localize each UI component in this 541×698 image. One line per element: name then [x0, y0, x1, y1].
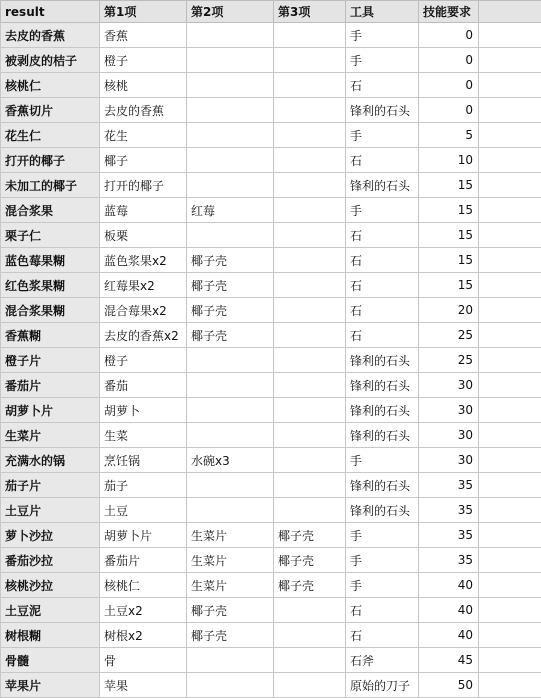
cell-tool[interactable]: 石 — [346, 73, 419, 98]
cell-item2[interactable]: 椰子壳 — [187, 298, 274, 323]
table-row — [1, 673, 541, 698]
cell-result[interactable]: 打开的椰子 — [1, 148, 100, 173]
cell-empty[interactable] — [479, 498, 541, 523]
cell-item2[interactable] — [187, 223, 274, 248]
cell-empty[interactable] — [479, 598, 541, 623]
cell-empty[interactable] — [479, 348, 541, 373]
table-row — [1, 523, 541, 548]
header-item1[interactable]: 第1项 — [100, 1, 187, 23]
cell-item1[interactable]: 番茄 — [100, 373, 187, 398]
cell-item2[interactable]: 椰子壳 — [187, 273, 274, 298]
cell-result[interactable]: 生菜片 — [1, 423, 100, 448]
cell-item2[interactable]: 椰子壳 — [187, 623, 274, 648]
cell-tool[interactable]: 锋利的石头 — [346, 473, 419, 498]
cell-skill[interactable]: 15 — [419, 273, 479, 298]
table-row — [1, 148, 541, 173]
cell-skill[interactable]: 35 — [419, 523, 479, 548]
cell-result[interactable]: 栗子仁 — [1, 223, 100, 248]
cell-skill[interactable]: 35 — [419, 498, 479, 523]
cell-item1[interactable]: 打开的椰子 — [100, 173, 187, 198]
cell-item1[interactable]: 土豆x2 — [100, 598, 187, 623]
cell-item3[interactable] — [274, 198, 346, 223]
cell-item3[interactable] — [274, 23, 346, 48]
cell-skill[interactable]: 45 — [419, 648, 479, 673]
cell-tool[interactable]: 手 — [346, 448, 419, 473]
cell-item1[interactable]: 去皮的香蕉x2 — [100, 323, 187, 348]
cell-item2[interactable] — [187, 73, 274, 98]
cell-item1[interactable]: 椰子 — [100, 148, 187, 173]
header-row — [1, 1, 541, 23]
cell-empty[interactable] — [479, 523, 541, 548]
table-row — [1, 448, 541, 473]
table-row — [1, 648, 541, 673]
cell-result[interactable]: 被剥皮的桔子 — [1, 48, 100, 73]
cell-item2[interactable] — [187, 123, 274, 148]
cell-item3[interactable] — [274, 623, 346, 648]
header-tool[interactable]: 工具 — [346, 1, 419, 23]
cell-tool[interactable]: 石斧 — [346, 648, 419, 673]
cell-skill[interactable]: 20 — [419, 298, 479, 323]
cell-result[interactable]: 红色浆果糊 — [1, 273, 100, 298]
cell-item3[interactable] — [274, 423, 346, 448]
cell-item3[interactable] — [274, 673, 346, 698]
cell-tool[interactable]: 锋利的石头 — [346, 423, 419, 448]
cell-item3[interactable] — [274, 123, 346, 148]
cell-tool[interactable]: 锋利的石头 — [346, 348, 419, 373]
table-row — [1, 323, 541, 348]
cell-item3[interactable] — [274, 48, 346, 73]
cell-empty[interactable] — [479, 648, 541, 673]
cell-item3[interactable] — [274, 148, 346, 173]
cell-item1[interactable]: 茄子 — [100, 473, 187, 498]
cell-tool[interactable]: 石 — [346, 298, 419, 323]
cell-result[interactable]: 核桃仁 — [1, 73, 100, 98]
cell-item3[interactable]: 椰子壳 — [274, 523, 346, 548]
cell-item3[interactable] — [274, 448, 346, 473]
cell-result[interactable]: 香蕉糊 — [1, 323, 100, 348]
cell-result[interactable]: 骨髓 — [1, 648, 100, 673]
cell-item3[interactable] — [274, 648, 346, 673]
cell-result[interactable]: 土豆片 — [1, 498, 100, 523]
cell-skill[interactable]: 0 — [419, 73, 479, 98]
cell-tool[interactable]: 石 — [346, 148, 419, 173]
table-row — [1, 173, 541, 198]
cell-result[interactable]: 充满水的锅 — [1, 448, 100, 473]
cell-tool[interactable]: 原始的刀子 — [346, 673, 419, 698]
header-result[interactable]: result — [1, 1, 100, 23]
cell-item2[interactable] — [187, 498, 274, 523]
cell-tool[interactable]: 手 — [346, 23, 419, 48]
cell-item3[interactable] — [274, 248, 346, 273]
cell-skill[interactable]: 0 — [419, 48, 479, 73]
table-row — [1, 498, 541, 523]
cell-item1[interactable]: 香蕉 — [100, 23, 187, 48]
cell-item1[interactable]: 烹饪锅 — [100, 448, 187, 473]
cell-item1[interactable]: 蓝莓 — [100, 198, 187, 223]
cell-empty[interactable] — [479, 123, 541, 148]
cell-result[interactable]: 苹果片 — [1, 673, 100, 698]
cell-skill[interactable]: 15 — [419, 198, 479, 223]
cell-item1[interactable]: 苹果 — [100, 673, 187, 698]
cell-item1[interactable]: 土豆 — [100, 498, 187, 523]
cell-tool[interactable]: 石 — [346, 223, 419, 248]
cell-skill[interactable]: 25 — [419, 348, 479, 373]
cell-item2[interactable]: 生菜片 — [187, 573, 274, 598]
cell-item3[interactable] — [274, 323, 346, 348]
cell-empty[interactable] — [479, 448, 541, 473]
cell-item2[interactable]: 生菜片 — [187, 548, 274, 573]
cell-item2[interactable] — [187, 48, 274, 73]
cell-tool[interactable]: 手 — [346, 198, 419, 223]
cell-result[interactable]: 胡萝卜片 — [1, 398, 100, 423]
cell-tool[interactable]: 手 — [346, 548, 419, 573]
cell-item2[interactable] — [187, 348, 274, 373]
cell-empty[interactable] — [479, 623, 541, 648]
header-item2[interactable]: 第2项 — [187, 1, 274, 23]
cell-result[interactable]: 蓝色莓果糊 — [1, 248, 100, 273]
cell-item1[interactable]: 橙子 — [100, 348, 187, 373]
table-row — [1, 473, 541, 498]
cell-empty[interactable] — [479, 73, 541, 98]
cell-item3[interactable] — [274, 348, 346, 373]
cell-item2[interactable] — [187, 98, 274, 123]
table-row — [1, 223, 541, 248]
cell-tool[interactable]: 锋利的石头 — [346, 173, 419, 198]
cell-empty[interactable] — [479, 673, 541, 698]
cell-item3[interactable] — [274, 473, 346, 498]
cell-item3[interactable] — [274, 298, 346, 323]
cell-item3[interactable] — [274, 273, 346, 298]
cell-empty[interactable] — [479, 473, 541, 498]
cell-item3[interactable] — [274, 223, 346, 248]
cell-tool[interactable]: 石 — [346, 623, 419, 648]
header-skill[interactable]: 技能要求 — [419, 1, 479, 23]
table-row — [1, 573, 541, 598]
cell-result[interactable]: 核桃沙拉 — [1, 573, 100, 598]
cell-item1[interactable]: 板栗 — [100, 223, 187, 248]
table-row — [1, 98, 541, 123]
cell-item3[interactable] — [274, 498, 346, 523]
cell-empty[interactable] — [479, 373, 541, 398]
cell-item2[interactable] — [187, 648, 274, 673]
cell-empty[interactable] — [479, 198, 541, 223]
cell-skill[interactable]: 10 — [419, 148, 479, 173]
cell-item2[interactable] — [187, 373, 274, 398]
cell-item1[interactable]: 红莓果x2 — [100, 273, 187, 298]
cell-item2[interactable]: 水碗x3 — [187, 448, 274, 473]
cell-empty[interactable] — [479, 173, 541, 198]
cell-skill[interactable]: 30 — [419, 398, 479, 423]
cell-empty[interactable] — [479, 423, 541, 448]
cell-result[interactable]: 树根糊 — [1, 623, 100, 648]
cell-empty[interactable] — [479, 548, 541, 573]
table-row — [1, 623, 541, 648]
cell-item2[interactable] — [187, 673, 274, 698]
table-row — [1, 548, 541, 573]
cell-item1[interactable]: 蓝色浆果x2 — [100, 248, 187, 273]
header-empty[interactable] — [479, 1, 541, 23]
cell-item2[interactable]: 生菜片 — [187, 523, 274, 548]
header-item3[interactable]: 第3项 — [274, 1, 346, 23]
cell-skill[interactable]: 35 — [419, 548, 479, 573]
cell-item1[interactable]: 核桃仁 — [100, 573, 187, 598]
cell-item2[interactable] — [187, 423, 274, 448]
cell-tool[interactable]: 锋利的石头 — [346, 498, 419, 523]
table-row — [1, 248, 541, 273]
cell-item1[interactable]: 花生 — [100, 123, 187, 148]
cell-skill[interactable]: 40 — [419, 623, 479, 648]
cell-result[interactable]: 番茄片 — [1, 373, 100, 398]
cell-item1[interactable]: 橙子 — [100, 48, 187, 73]
cell-item3[interactable]: 椰子壳 — [274, 548, 346, 573]
cell-skill[interactable]: 15 — [419, 173, 479, 198]
cell-item1[interactable]: 混合莓果x2 — [100, 298, 187, 323]
table-row — [1, 198, 541, 223]
cell-item2[interactable]: 椰子壳 — [187, 323, 274, 348]
cell-skill[interactable]: 35 — [419, 473, 479, 498]
cell-skill[interactable]: 30 — [419, 423, 479, 448]
cell-item3[interactable] — [274, 373, 346, 398]
cell-item3[interactable] — [274, 598, 346, 623]
cell-item3[interactable] — [274, 98, 346, 123]
cell-skill[interactable]: 50 — [419, 673, 479, 698]
cell-tool[interactable]: 石 — [346, 248, 419, 273]
cell-item1[interactable]: 胡萝卜 — [100, 398, 187, 423]
cell-result[interactable]: 萝卜沙拉 — [1, 523, 100, 548]
cell-empty[interactable] — [479, 398, 541, 423]
cell-item2[interactable] — [187, 148, 274, 173]
cell-item1[interactable]: 胡萝卜片 — [100, 523, 187, 548]
cell-tool[interactable]: 石 — [346, 598, 419, 623]
table-row — [1, 23, 541, 48]
cell-empty[interactable] — [479, 248, 541, 273]
cell-result[interactable]: 混合浆果 — [1, 198, 100, 223]
cell-item3[interactable] — [274, 398, 346, 423]
cell-empty[interactable] — [479, 273, 541, 298]
cell-empty[interactable] — [479, 23, 541, 48]
table-row — [1, 598, 541, 623]
cell-result[interactable]: 去皮的香蕉 — [1, 23, 100, 48]
table-row — [1, 48, 541, 73]
cell-item3[interactable]: 椰子壳 — [274, 573, 346, 598]
cell-result[interactable]: 茄子片 — [1, 473, 100, 498]
cell-tool[interactable]: 锋利的石头 — [346, 98, 419, 123]
table-row — [1, 298, 541, 323]
cell-tool[interactable]: 石 — [346, 323, 419, 348]
cell-tool[interactable]: 手 — [346, 48, 419, 73]
cell-result[interactable]: 香蕉切片 — [1, 98, 100, 123]
table-row — [1, 398, 541, 423]
table-row — [1, 348, 541, 373]
cell-empty[interactable] — [479, 573, 541, 598]
cell-item1[interactable]: 核桃 — [100, 73, 187, 98]
cell-result[interactable]: 花生仁 — [1, 123, 100, 148]
cell-item1[interactable]: 生菜 — [100, 423, 187, 448]
cell-skill[interactable]: 30 — [419, 448, 479, 473]
cell-empty[interactable] — [479, 48, 541, 73]
cell-result[interactable]: 混合浆果糊 — [1, 298, 100, 323]
cell-item3[interactable] — [274, 73, 346, 98]
cell-item2[interactable]: 红莓 — [187, 198, 274, 223]
cell-tool[interactable]: 锋利的石头 — [346, 398, 419, 423]
cell-item1[interactable]: 去皮的香蕉 — [100, 98, 187, 123]
table-row — [1, 123, 541, 148]
cell-item3[interactable] — [274, 173, 346, 198]
cell-empty[interactable] — [479, 323, 541, 348]
cell-skill[interactable]: 15 — [419, 223, 479, 248]
cell-tool[interactable]: 手 — [346, 123, 419, 148]
cell-skill[interactable]: 0 — [419, 23, 479, 48]
cell-item1[interactable]: 番茄片 — [100, 548, 187, 573]
cell-empty[interactable] — [479, 298, 541, 323]
cell-empty[interactable] — [479, 98, 541, 123]
table-row — [1, 73, 541, 98]
cell-skill[interactable]: 15 — [419, 248, 479, 273]
cell-item2[interactable] — [187, 473, 274, 498]
cell-tool[interactable]: 锋利的石头 — [346, 373, 419, 398]
cell-result[interactable]: 土豆泥 — [1, 598, 100, 623]
cell-skill[interactable]: 40 — [419, 573, 479, 598]
cell-skill[interactable]: 5 — [419, 123, 479, 148]
cell-item2[interactable] — [187, 23, 274, 48]
cell-tool[interactable]: 手 — [346, 573, 419, 598]
cell-skill[interactable]: 40 — [419, 598, 479, 623]
cell-item2[interactable] — [187, 398, 274, 423]
cell-item2[interactable]: 椰子壳 — [187, 598, 274, 623]
cell-result[interactable]: 未加工的椰子 — [1, 173, 100, 198]
cell-tool[interactable]: 手 — [346, 523, 419, 548]
cell-result[interactable]: 番茄沙拉 — [1, 548, 100, 573]
cell-skill[interactable]: 30 — [419, 373, 479, 398]
cell-empty[interactable] — [479, 223, 541, 248]
cell-result[interactable]: 橙子片 — [1, 348, 100, 373]
cell-empty[interactable] — [479, 148, 541, 173]
cell-tool[interactable]: 石 — [346, 273, 419, 298]
table-row — [1, 423, 541, 448]
cell-item1[interactable]: 骨 — [100, 648, 187, 673]
cell-skill[interactable]: 0 — [419, 98, 479, 123]
cell-item2[interactable] — [187, 173, 274, 198]
table-row — [1, 373, 541, 398]
cell-item2[interactable]: 椰子壳 — [187, 248, 274, 273]
cell-skill[interactable]: 25 — [419, 323, 479, 348]
table-row — [1, 273, 541, 298]
cell-item1[interactable]: 树根x2 — [100, 623, 187, 648]
